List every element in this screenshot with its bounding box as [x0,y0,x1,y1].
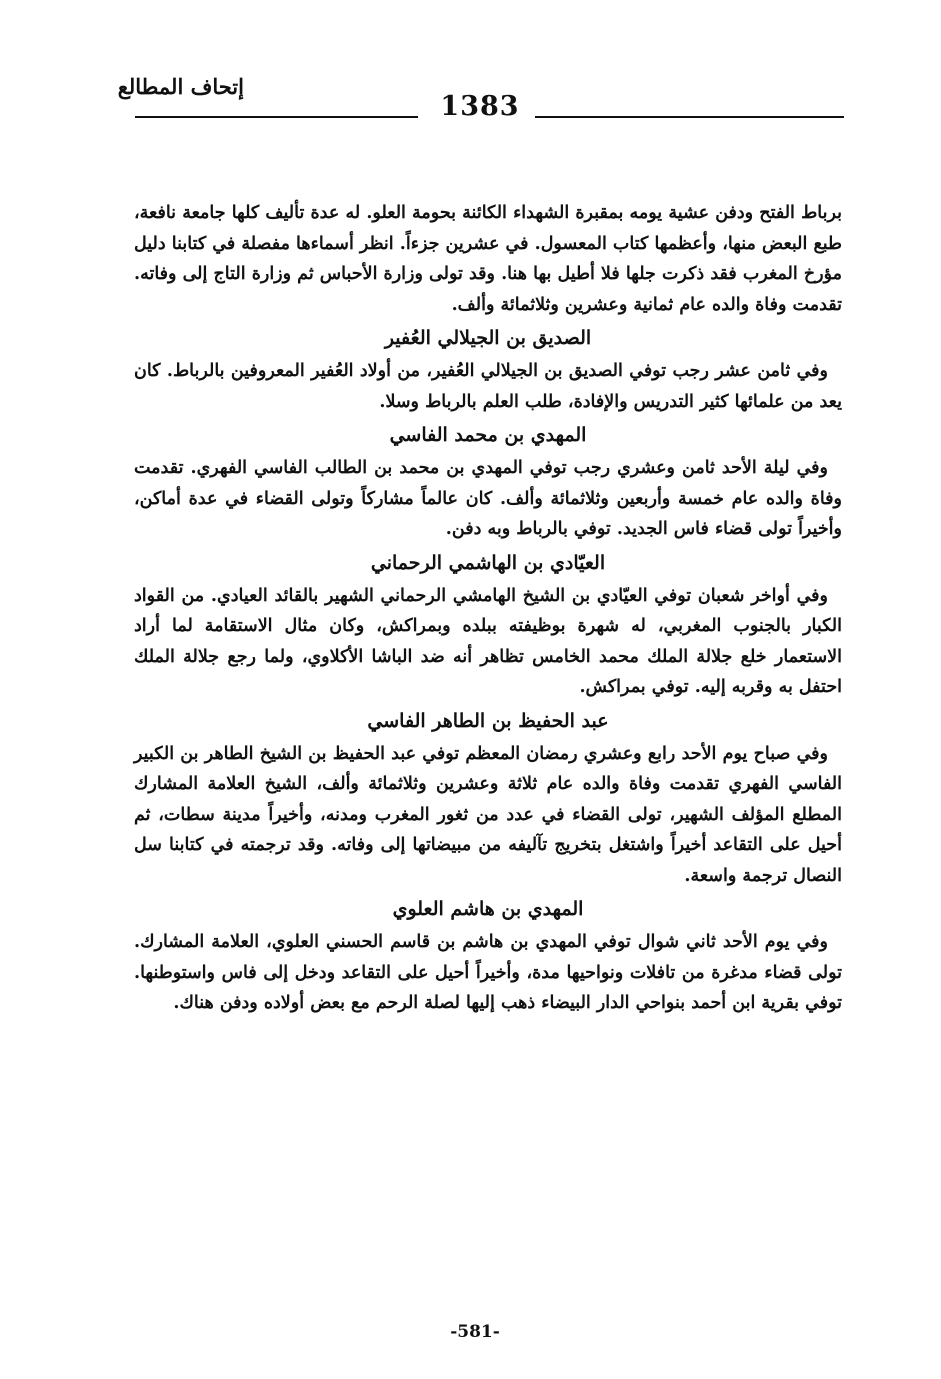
running-title: إتحاف المطالع [117,74,244,99]
entry-paragraph: وفي أواخر شعبان توفي العيّادي بن الشيخ الهامشي الرحماني الشهير بالقائد العيادي. من القواد الكبار بالجنوب المغربي، له شهرة بوظيفته ببلده وبمراكش، وكان مثال الاستقامة لما أراد الاستعمار خلع جلالة الملك محمد الخامس تظاهر أنه ضد الباشا الأكلاوي، ولما رجع جلالة الملك احتفل به وقربه إليه. توفي بمراكش. [134,585,842,697]
entry-heading: المهدي بن محمد الفاسي [389,424,587,446]
entry-heading: العيّادي بن الهاشمي الرحماني [370,551,606,574]
entry-paragraph: وفي صباح يوم الأحد رابع وعشري رمضان المعظم توفي عبد الحفيظ بن الشيخ الطاهر بن الكبير الفاسي الفهري تقدمت وفاة والده عام ثلاثة وعشرين وثلاثمائة وألف، الشيخ العلامة المشارك المطلع المؤلف الشهير، تولى القضاء في عدد من ثغور المغرب ومدنه، وأخيراً مدينة سطات، ثم أحيل على التقاعد أخيراً واشتغل بتخريج تآليفه من مبيضاتها إلى وفاته. وقد ترجمته في كتابنا سل النصال ترجمة واسعة. [134,743,842,886]
header-rule-right [535,116,844,118]
entry-heading: الصديق بن الجيلالي العُفير [384,327,592,349]
page-body [134,198,842,1019]
entry-heading: المهدي بن هاشم العلوي [392,898,584,920]
footer-page-number: -581- [450,1322,500,1342]
intro-paragraph: برباط الفتح ودفن عشية يومه بمقبرة الشهداء الكائنة بحومة العلو. له عدة تأليف كلها جامعة نافعة، طبع البعض منها، وأعظمها كتاب المعسول. في عشرين جزءاً. انظر أسماءها مفصلة في كتابنا دليل مؤرخ المغرب فقد ذكرت جلها فلا أطيل بها هنا. وقد تولى وزارة الأحباس ثم وزارة التاج إلى وفاته. تقدمت وفاة والده عام ثمانية وعشرين وثلاثمائة وألف. [134,203,842,315]
header-rule-left [135,116,418,118]
entry-paragraph: وفي ليلة الأحد ثامن وعشري رجب توفي المهدي بن محمد بن الطالب الفاسي الفهري. تقدمت وفاة والده عام خمسة وأربعين وثلاثمائة وألف. كان عالماً مشاركاً وتولى القضاء في عدة أماكن، وأخيراً تولى قضاء فاس الجديد. توفي بالرباط وبه دفن. [134,458,842,539]
entry-paragraph: وفي ثامن عشر رجب توفي الصديق بن الجيلالي العُفير، من أولاد العُفير المعروفين بالرباط. كان يعد من علمائها كثير التدريس والإفادة، طلب العلم بالرباط وسلا. [134,361,842,412]
entry-paragraph: وفي يوم الأحد ثاني شوال توفي المهدي بن هاشم بن قاسم الحسني العلوي، العلامة المشارك. تولى قضاء مدغرة من تافلات ونواحيها مدة، وأخيراً أحيل على التقاعد ودخل إلى فاس واستوطنها. توفي بقرية ابن أحمد بنواحي الدار البيضاء ذهب إليها لصلة الرحم مع بعض أولاده ودفن هناك. [134,932,842,1013]
page-number: 1383 [440,91,520,122]
entry-heading: عبد الحفيظ بن الطاهر الفاسي [367,709,609,732]
